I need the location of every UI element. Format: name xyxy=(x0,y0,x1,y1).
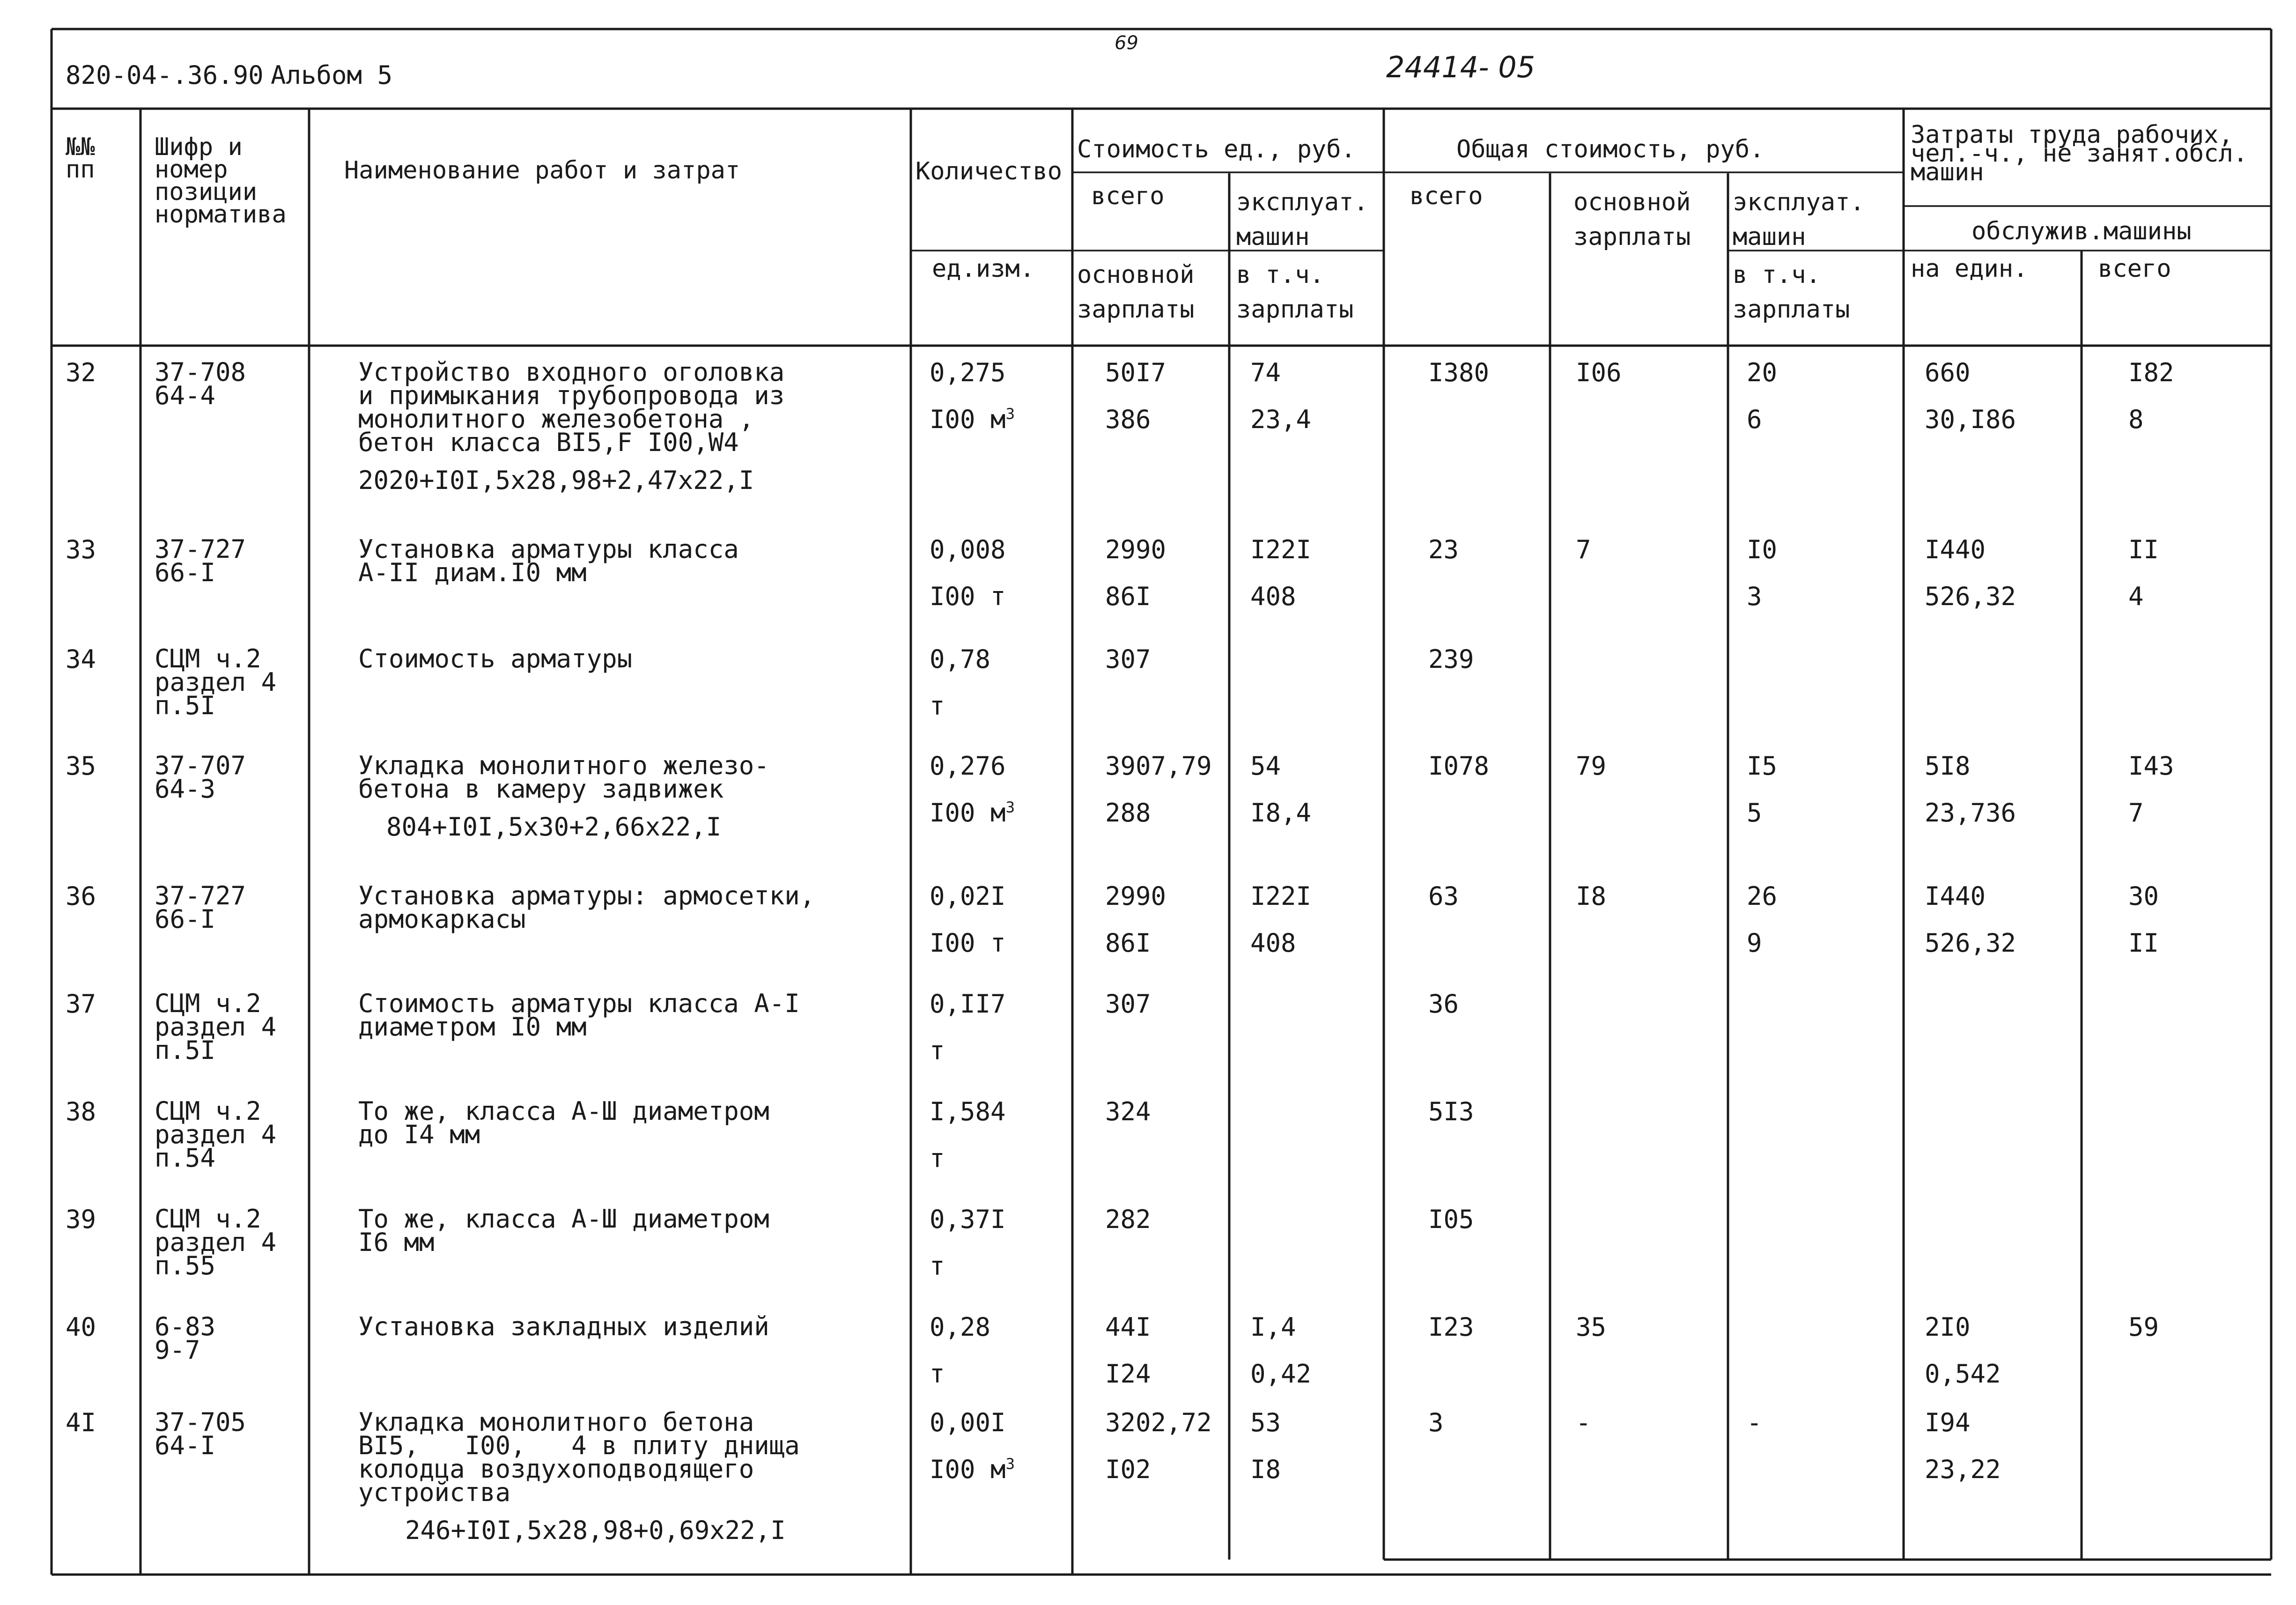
total-cost: 36 xyxy=(1428,989,1459,1019)
header-labor: Затраты труда рабочих, чел.-ч., не занят.обсл. машин xyxy=(1911,121,2248,186)
unit-cost-machines: 53 xyxy=(1250,1408,1281,1437)
total-machines: 20 xyxy=(1747,358,1778,387)
work-name: Установка арматуры класса А-II диам.I0 мм xyxy=(358,534,739,587)
unit-of-measure: I00 т xyxy=(930,582,1006,611)
labor-total-machines: II xyxy=(2128,928,2159,958)
quantity: 0,37I xyxy=(930,1205,1006,1234)
total-salary: 35 xyxy=(1576,1312,1607,1342)
unit-of-measure: I00 $м^3$ xyxy=(930,798,1015,828)
total-salary: 7 xyxy=(1576,535,1591,564)
unit-cost-salary: 86I xyxy=(1105,582,1151,611)
sheet-number: 24414- 05 xyxy=(1386,50,1536,84)
unit-of-measure: т xyxy=(930,1144,945,1173)
header-labor-total: всего xyxy=(2098,255,2171,283)
unit-cost-total: 3202,72 xyxy=(1105,1408,1212,1437)
labor-per-unit-machines: 23,22 xyxy=(1925,1455,2001,1484)
norm-code: 37-727 66-I xyxy=(155,881,246,934)
labor-per-unit-machines: 30,I86 xyxy=(1925,405,2016,434)
total-machines: I5 xyxy=(1747,751,1778,781)
total-machines-salary: 6 xyxy=(1747,405,1762,434)
unit-of-measure: I00 $м^3$ xyxy=(930,405,1015,434)
unit-of-measure: т xyxy=(930,1251,945,1281)
header-qty: Количество xyxy=(915,157,1063,185)
work-name: Стоимость арматуры xyxy=(358,644,633,673)
row-number: 39 xyxy=(66,1205,96,1234)
total-machines: 26 xyxy=(1747,881,1778,911)
page-number: 69 xyxy=(1115,32,1138,54)
header-total-cost-total: всего xyxy=(1410,182,1483,210)
row-number: 35 xyxy=(66,751,96,781)
total-machines-salary: 9 xyxy=(1747,928,1762,958)
unit-of-measure: I00 т xyxy=(930,928,1006,958)
quantity: I,584 xyxy=(930,1097,1006,1126)
unit-cost-total: 307 xyxy=(1105,644,1151,674)
total-salary: I8 xyxy=(1576,881,1607,911)
labor-total-machines: 7 xyxy=(2128,798,2144,828)
unit-cost-machines: I,4 xyxy=(1250,1312,1296,1342)
unit-of-measure: т xyxy=(930,1036,945,1065)
row-number: 34 xyxy=(66,644,96,674)
work-name: Устройство входного оголовка и примыкания трубопровода из монолитного железобетона , бетон класса BI5,F I00,W4 xyxy=(358,357,785,457)
total-cost: I05 xyxy=(1428,1205,1474,1234)
calc-formula: 804+I0I,5x30+2,66x22,I xyxy=(386,812,722,842)
header-unit-cost-salary: основной зарплаты xyxy=(1077,261,1195,324)
labor-per-unit-machines: 0,542 xyxy=(1925,1359,2001,1389)
quantity: 0,276 xyxy=(930,751,1006,781)
labor-per-unit: I94 xyxy=(1925,1408,1971,1437)
total-salary: I06 xyxy=(1576,358,1622,387)
unit-cost-machines-salary: 408 xyxy=(1250,582,1296,611)
header-qty-unit: ед.изм. xyxy=(932,255,1035,283)
album-label: Альбом 5 xyxy=(271,60,393,90)
unit-cost-total: 282 xyxy=(1105,1205,1151,1234)
header-labor-per-unit: на един. xyxy=(1911,255,2028,283)
norm-code: 37-705 64-I xyxy=(155,1407,246,1460)
total-cost: 63 xyxy=(1428,881,1459,911)
row-number: 4I xyxy=(66,1408,96,1437)
labor-per-unit: 660 xyxy=(1925,358,1971,387)
unit-cost-total: 2990 xyxy=(1105,881,1166,911)
header-total-cost: Общая стоимость, руб. xyxy=(1456,135,1764,163)
header-code: Шифр и номер позиции норматива xyxy=(155,133,287,229)
work-name: Установка арматуры: армосетки, армокаркасы xyxy=(358,881,815,934)
unit-cost-total: 50I7 xyxy=(1105,358,1166,387)
labor-total: 30 xyxy=(2128,881,2159,911)
norm-code: СЦМ ч.2 раздел 4 п.5I xyxy=(155,644,277,720)
row-number: 37 xyxy=(66,989,96,1019)
work-name: Стоимость арматуры класса А-I диаметром I0 мм xyxy=(358,989,800,1042)
unit-cost-machines-salary: 0,42 xyxy=(1250,1359,1312,1389)
total-salary: - xyxy=(1576,1408,1591,1437)
row-number: 36 xyxy=(66,881,96,911)
row-number: 38 xyxy=(66,1097,96,1126)
labor-total: 59 xyxy=(2128,1312,2159,1342)
norm-code: 37-707 64-3 xyxy=(155,751,246,804)
unit-cost-salary: I02 xyxy=(1105,1455,1151,1484)
unit-of-measure: I00 $м^3$ xyxy=(930,1455,1015,1484)
total-machines: - xyxy=(1747,1408,1762,1437)
unit-cost-salary: I24 xyxy=(1105,1359,1151,1389)
header-total-cost-machines: эксплуат. машин xyxy=(1733,188,1865,251)
unit-cost-machines: 74 xyxy=(1250,358,1281,387)
labor-per-unit-machines: 23,736 xyxy=(1925,798,2016,828)
quantity: 0,275 xyxy=(930,358,1006,387)
norm-code: 37-727 66-I xyxy=(155,534,246,587)
total-cost: 3 xyxy=(1428,1408,1444,1437)
quantity: 0,008 xyxy=(930,535,1006,564)
labor-total: I43 xyxy=(2128,751,2174,781)
labor-total-machines: 4 xyxy=(2128,582,2144,611)
labor-total: II xyxy=(2128,535,2159,564)
header-labor-machines: обслужив.машины xyxy=(1971,217,2192,245)
quantity: 0,78 xyxy=(930,644,991,674)
norm-code: СЦМ ч.2 раздел 4 п.55 xyxy=(155,1204,277,1280)
labor-total: I82 xyxy=(2128,358,2174,387)
unit-cost-salary: 386 xyxy=(1105,405,1151,434)
total-cost: I078 xyxy=(1428,751,1490,781)
unit-cost-total: 3907,79 xyxy=(1105,751,1212,781)
total-machines-salary: 3 xyxy=(1747,582,1762,611)
calc-formula: 246+I0I,5x28,98+0,69x22,I xyxy=(405,1516,786,1545)
unit-cost-machines-salary: I8 xyxy=(1250,1455,1281,1484)
total-cost: 23 xyxy=(1428,535,1459,564)
unit-cost-machines-salary: I8,4 xyxy=(1250,798,1312,828)
unit-cost-salary: 288 xyxy=(1105,798,1151,828)
row-number: 32 xyxy=(66,358,96,387)
norm-code: 6-83 9-7 xyxy=(155,1312,216,1365)
norm-code: СЦМ ч.2 раздел 4 п.54 xyxy=(155,1096,277,1173)
header-num: №№ пп xyxy=(66,133,95,184)
total-cost: 239 xyxy=(1428,644,1474,674)
labor-per-unit-machines: 526,32 xyxy=(1925,928,2016,958)
total-cost: I380 xyxy=(1428,358,1490,387)
unit-cost-total: 307 xyxy=(1105,989,1151,1019)
work-name: Установка закладных изделий xyxy=(358,1312,769,1341)
total-machines: I0 xyxy=(1747,535,1778,564)
work-name: Укладка монолитного бетона BI5, I00, 4 в плиту днища колодца воздухоподводящего устройства xyxy=(358,1407,800,1507)
total-machines-salary: 5 xyxy=(1747,798,1762,828)
unit-of-measure: т xyxy=(930,1359,945,1389)
header-total-cost-salary: основной зарплаты xyxy=(1573,188,1691,251)
total-salary: 79 xyxy=(1576,751,1607,781)
quantity: 0,28 xyxy=(930,1312,991,1342)
header-unit-cost-machines: эксплуат. машин xyxy=(1236,188,1368,251)
labor-per-unit: 2I0 xyxy=(1925,1312,1971,1342)
unit-cost-machines-salary: 23,4 xyxy=(1250,405,1312,434)
header-unit-cost-total: всего xyxy=(1091,182,1165,210)
labor-per-unit-machines: 526,32 xyxy=(1925,582,2016,611)
unit-cost-total: 44I xyxy=(1105,1312,1151,1342)
unit-cost-machines: I22I xyxy=(1250,881,1312,911)
quantity: 0,II7 xyxy=(930,989,1006,1019)
calc-formula: 2020+I0I,5x28,98+2,47x22,I xyxy=(358,466,754,495)
unit-cost-total: 324 xyxy=(1105,1097,1151,1126)
labor-per-unit: I440 xyxy=(1925,881,1986,911)
labor-per-unit: 5I8 xyxy=(1925,751,1971,781)
row-number: 40 xyxy=(66,1312,96,1342)
work-name: То же, класса А-Ш диаметром до I4 мм xyxy=(358,1096,769,1149)
header-unit-cost: Стоимость ед., руб. xyxy=(1077,135,1356,163)
unit-cost-machines: I22I xyxy=(1250,535,1312,564)
unit-cost-machines: 54 xyxy=(1250,751,1281,781)
header-name: Наименование работ и затрат xyxy=(344,156,740,185)
total-cost: 5I3 xyxy=(1428,1097,1474,1126)
header-unit-cost-machines-salary: в т.ч. зарплаты xyxy=(1236,261,1354,324)
labor-per-unit: I440 xyxy=(1925,535,1986,564)
norm-code: 37-708 64-4 xyxy=(155,357,246,410)
unit-cost-salary: 86I xyxy=(1105,928,1151,958)
header-total-cost-machines-salary: в т.ч. зарплаты xyxy=(1733,261,1850,324)
work-name: То же, класса А-Ш диаметром I6 мм xyxy=(358,1204,769,1257)
norm-code: СЦМ ч.2 раздел 4 п.5I xyxy=(155,989,277,1065)
work-name: Укладка монолитного железо- бетона в камеру задвижек xyxy=(358,751,769,804)
total-cost: I23 xyxy=(1428,1312,1474,1342)
row-number: 33 xyxy=(66,535,96,564)
labor-total-machines: 8 xyxy=(2128,405,2144,434)
doc-code: 820-04-.36.90 xyxy=(66,60,264,90)
unit-cost-total: 2990 xyxy=(1105,535,1166,564)
quantity: 0,02I xyxy=(930,881,1006,911)
unit-cost-machines-salary: 408 xyxy=(1250,928,1296,958)
unit-of-measure: т xyxy=(930,691,945,721)
quantity: 0,00I xyxy=(930,1408,1006,1437)
